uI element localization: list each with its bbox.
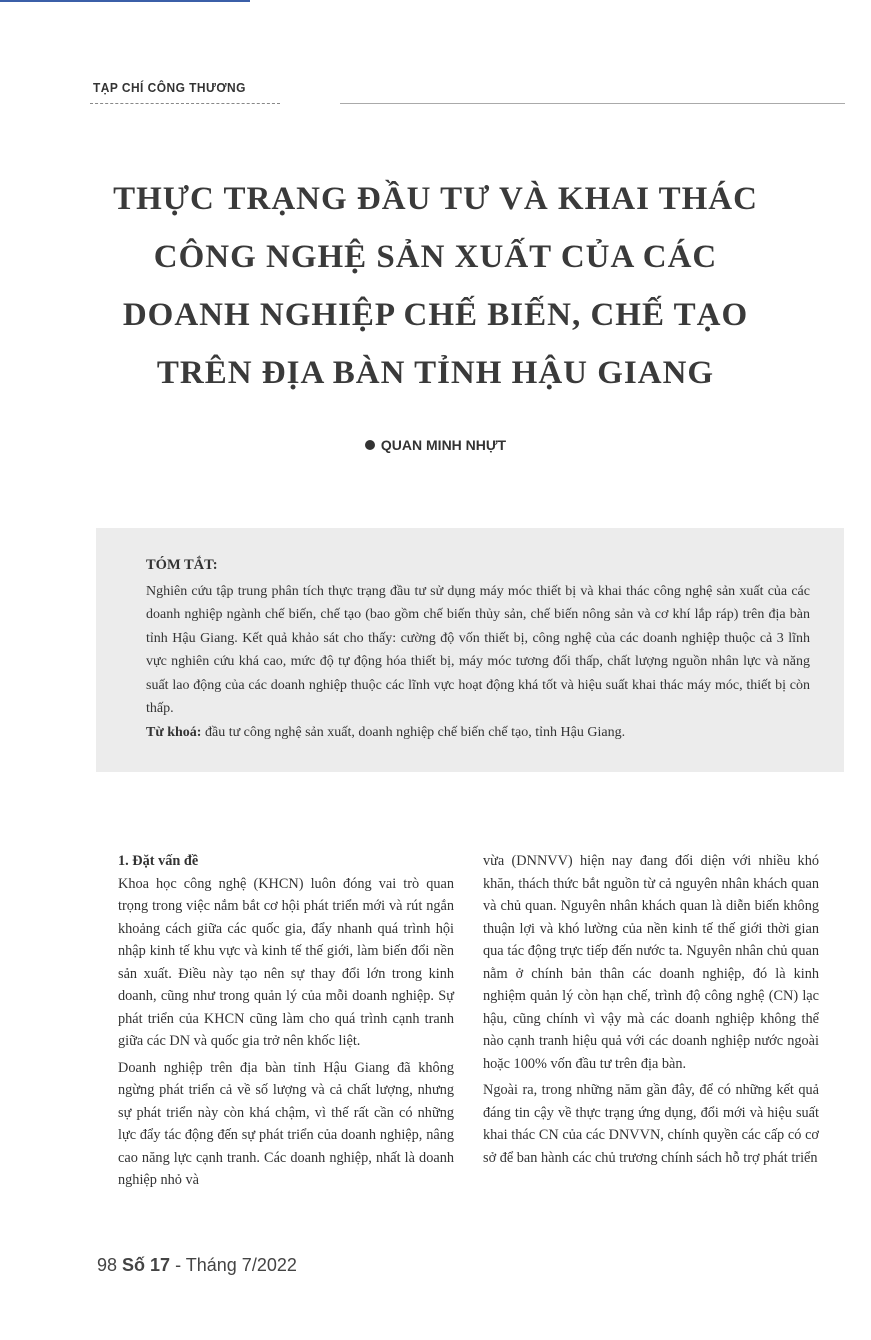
keywords-label: Từ khoá: — [146, 724, 202, 740]
header-rule-right — [340, 103, 845, 104]
body-paragraph: Khoa học công nghệ (KHCN) luôn đóng vai trò quan trọng trong việc nắm bắt cơ hội phát triển mới và rút ngắn khoảng cách giữa các quốc gia, đẩy nhanh quá trình hội nhập kinh tế khu vực và kinh tế thế giới, làm biến đổi nền sản xuất. Điều này tạo nên sự thay đổi lớn trong kinh doanh, cũng như trong quản lý của mỗi doanh nghiệp. Sự phát triển của KHCN cũng làm cho quá trình cạnh tranh giữa các DN và quốc gia trở nên khốc liệt. — [118, 875, 454, 1049]
body-paragraph: Ngoài ra, trong những năm gần đây, để có những kết quả đáng tin cậy về thực trạng ứng dụng, đổi mới và hiệu suất khai thác CN của các DNVVN, chính quyền các cấp có cơ sở để ban hành các chủ trương chính sách hỗ trợ phát triển — [483, 1082, 819, 1166]
abstract-box — [96, 528, 844, 772]
header-rule-left — [90, 103, 280, 104]
body-paragraph: vừa (DNNVV) hiện nay đang đối diện với nhiều khó khăn, thách thức bắt nguồn từ cả nguyên nhân khách quan và chủ quan. Nguyên nhân khách quan là diễn biến không thuận lợi và khó lường của nền kinh tế thế giới thời gian qua tác động trực tiếp đến nước ta. Nguyên nhân chủ quan nằm ở chính bản thân các doanh nghiệp, đó là kinh nghiệm quản lý còn hạn chế, trình độ công nghệ (CN) lạc hậu, cũng chính vì vậy mà các doanh nghiệp không thể nào cạnh tranh hiệu quả với các doanh nghiệp nước ngoài hoặc 100% vốn đầu tư trên địa bàn. — [483, 853, 819, 1072]
section-heading: 1. Đặt vấn đề — [118, 853, 199, 869]
article-title — [80, 170, 791, 402]
issue-date: - Tháng 7/2022 — [175, 1255, 297, 1275]
journal-name: TẠP CHÍ CÔNG THƯƠNG — [93, 80, 246, 95]
keywords-text: đầu tư công nghệ sản xuất, doanh nghiệp chế biến chế tạo, tỉnh Hậu Giang. — [204, 724, 626, 740]
issue-label: Số 17 — [122, 1255, 171, 1275]
body-column-left — [118, 850, 454, 1192]
bullet-icon — [365, 440, 375, 450]
title-line-3: DOANH NGHIỆP CHẾ BIẾN, CHẾ TẠO — [122, 297, 749, 333]
body-paragraph: Doanh nghiệp trên địa bàn tỉnh Hậu Giang đã không ngừng phát triển cả về số lượng và cả chất lượng, nhưng sự phát triển này còn khá chậm, vì thế rất cần có những lực đẩy tác động đến sự phát triển của doanh nghiệp, nâng cao năng lực cạnh tranh. Các doanh nghiệp, nhất là doanh nghiệp nhỏ và — [118, 1059, 454, 1188]
title-line-2: CÔNG NGHỆ SẢN XUẤT CỦA CÁC — [153, 239, 718, 275]
body-column-right — [483, 850, 819, 1169]
abstract-heading: TÓM TẮT: — [146, 557, 218, 573]
abstract-body: Nghiên cứu tập trung phân tích thực trạng đầu tư sử dụng máy móc thiết bị và khai thác công nghệ sản xuất của các doanh nghiệp ngành chế biến, chế tạo (bao gồm chế biến thủy sản, chế biến nông sản và cơ khí lắp ráp) trên địa bàn tỉnh Hậu Giang. Kết quả khảo sát cho thấy: cường độ vốn thiết bị, công nghệ của các doanh nghiệp thuộc cả 3 lĩnh vực nghiên cứu khá cao, mức độ tự động hóa thiết bị, máy móc tương đối thấp, chất lượng nguồn nhân lực và năng suất lao động của các doanh nghiệp thuộc các lĩnh vực hoạt động khá tốt và hiệu suất khai thác máy móc, thiết bị còn thấp. — [146, 583, 810, 716]
title-line-1: THỰC TRẠNG ĐẦU TƯ VÀ KHAI THÁC — [113, 181, 758, 217]
author-name: QUAN MINH NHỰT — [380, 437, 507, 453]
title-line-4: TRÊN ĐỊA BÀN TỈNH HẬU GIANG — [156, 355, 715, 391]
top-accent-rule — [0, 0, 250, 2]
keywords-line — [146, 721, 810, 745]
page-footer — [97, 1255, 297, 1276]
author-line — [0, 437, 871, 453]
page-number: 98 — [97, 1255, 118, 1275]
